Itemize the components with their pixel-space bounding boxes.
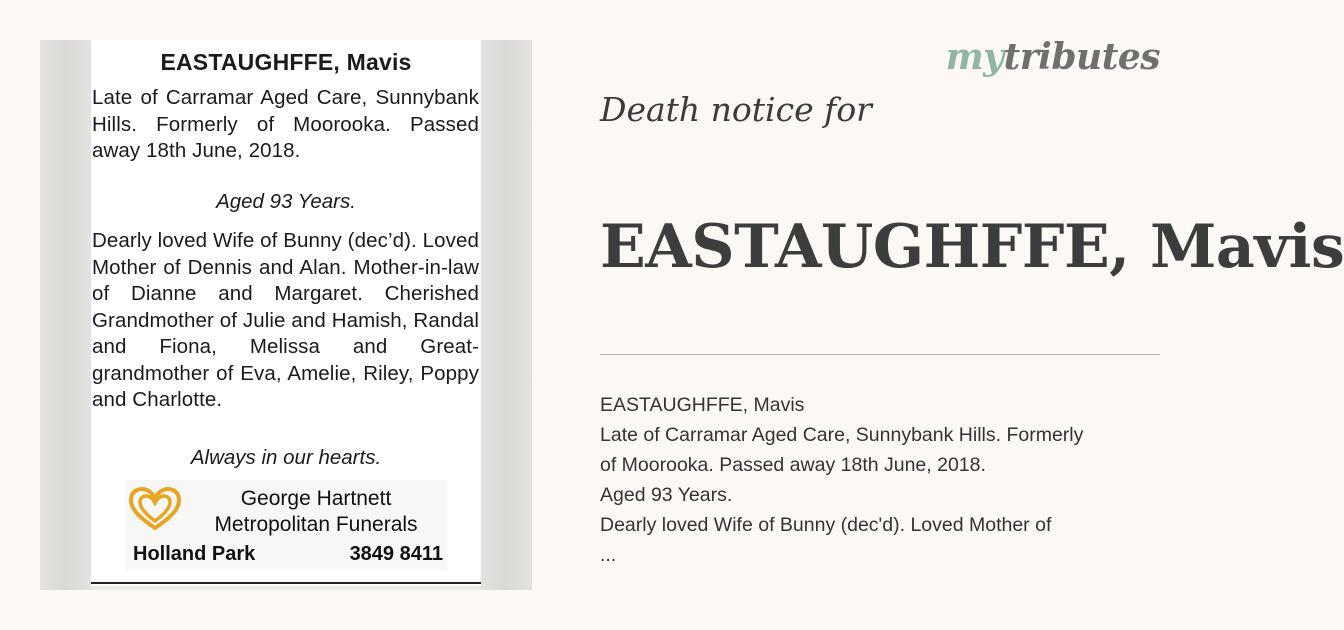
section-divider — [600, 354, 1160, 355]
notice-clipping — [91, 40, 481, 586]
mytributes-logo[interactable] — [946, 36, 1160, 78]
notice-paragraph-2: Dearly loved Wife of Bunny (dec’d). Loved Mother of Dennis and Alan. Mother-in-law of Dianne and Margaret. Cherished Grandmother of Julie and Hamish, Randal and Fiona, Melissa and Great-grandmother of Eva, Amelie, Riley, Poppy and Charlotte. — [92, 229, 479, 411]
excerpt-line: of Moorooka. Passed away 18th June, 2018. — [600, 454, 986, 476]
ad-location: Holland Park — [133, 543, 256, 565]
deceased-name-heading: EASTAUGHFFE, Mavis — [600, 212, 1344, 282]
logo-part-my: my — [945, 36, 1004, 78]
card-shade-right — [480, 40, 532, 590]
notice-paragraph-1: Late of Carramar Aged Care, Sunnybank Hills. Formerly of Moorooka. Passed away 18th June, 2018. — [92, 86, 479, 162]
excerpt-line: Late of Carramar Aged Care, Sunnybank Hills. Formerly — [600, 424, 1084, 446]
clipping-bottom-rule — [91, 582, 481, 584]
notice-excerpt — [600, 390, 1160, 570]
logo-part-tributes: tributes — [1003, 36, 1160, 78]
excerpt-line: Dearly loved Wife of Bunny (dec'd). Loved Mother of — [600, 514, 1052, 536]
notice-aged: Aged 93 Years. — [216, 190, 356, 213]
excerpt-line: EASTAUGHFFE, Mavis — [600, 394, 805, 416]
notice-title: EASTAUGHFFE, Mavis — [160, 49, 412, 75]
ad-phone: 3849 8411 — [349, 543, 443, 565]
card-shade-left — [40, 40, 92, 590]
ad-company-line-1: George Hartnett — [240, 487, 392, 510]
notice-closing: Always in our hearts. — [190, 446, 382, 469]
funeral-heart-logo-icon — [129, 488, 181, 530]
ad-company-line-2: Metropolitan Funerals — [214, 513, 418, 536]
page-subtitle: Death notice for — [600, 90, 872, 129]
excerpt-ellipsis: ... — [600, 544, 617, 566]
excerpt-line: Aged 93 Years. — [600, 484, 733, 506]
funeral-director-ad — [125, 480, 447, 570]
notice-card — [40, 40, 532, 590]
